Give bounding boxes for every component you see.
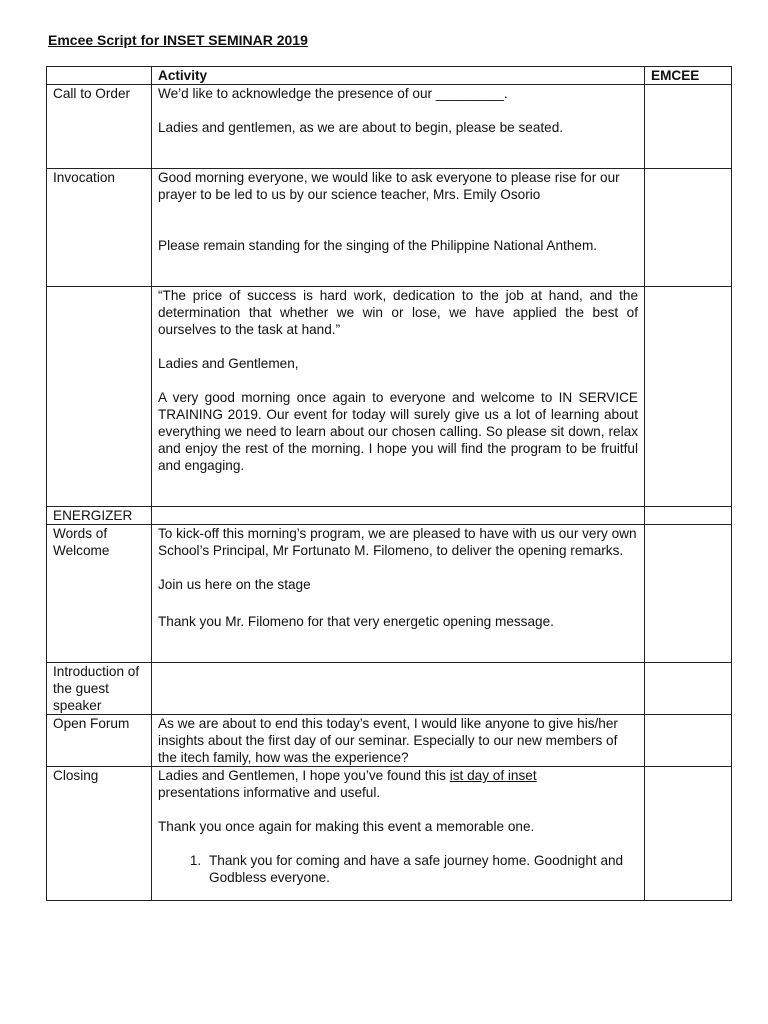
closing-intro-underlined: ist day of inset xyxy=(449,768,537,783)
emcee-cell xyxy=(645,507,732,525)
activity-paragraph: To kick-off this morning’s program, we are pleased to have with us our very own School’s Principal, Mr Fortunato M. Filomeno, to deliver the opening remarks. xyxy=(158,526,637,558)
activity-cell xyxy=(152,715,645,767)
row-label: Words of Welcome xyxy=(47,525,152,663)
table-row xyxy=(47,169,732,287)
emcee-cell xyxy=(645,85,732,169)
row-label: Introduction of the guest speaker xyxy=(47,663,152,715)
activity-cell xyxy=(152,663,645,715)
activity-paragraph: Join us here on the stage xyxy=(158,577,311,592)
emcee-cell xyxy=(645,525,732,663)
emcee-cell xyxy=(645,663,732,715)
activity-cell xyxy=(152,287,645,507)
row-label: ENERGIZER xyxy=(47,507,152,525)
table-header-row xyxy=(47,67,732,85)
activity-paragraph: Please remain standing for the singing of the Philippine National Anthem. xyxy=(158,238,598,253)
activity-cell xyxy=(152,525,645,663)
emcee-cell xyxy=(645,169,732,287)
closing-intro xyxy=(158,767,638,801)
table-row xyxy=(47,767,732,901)
row-label xyxy=(47,287,152,507)
closing-list xyxy=(158,852,638,886)
table-row xyxy=(47,507,732,525)
table-row xyxy=(47,525,732,663)
table-row xyxy=(47,85,732,169)
table-row xyxy=(47,663,732,715)
emcee-script-table xyxy=(46,66,732,901)
activity-paragraph: A very good morning once again to everyone and welcome to IN SERVICE TRAINING 2019. Our event for today will surely give us a lot of learning about everything we need to learn about our chosen calling. So please sit down, relax and enjoy the rest of the morning. I hope you will find the program to be fruitful and engaging. xyxy=(158,390,638,473)
activity-paragraph: Ladies and Gentlemen, xyxy=(158,356,299,371)
activity-paragraph: Thank you once again for making this event a memorable one. xyxy=(158,819,535,834)
row-label: Invocation xyxy=(47,169,152,287)
row-label: Call to Order xyxy=(47,85,152,169)
activity-cell xyxy=(152,767,645,901)
activity-cell xyxy=(152,507,645,525)
activity-paragraph: Ladies and gentlemen, as we are about to begin, please be seated. xyxy=(158,120,564,135)
activity-paragraph: Thank you Mr. Filomeno for that very energetic opening message. xyxy=(158,614,554,629)
list-item: 1. Thank you for coming and have a safe journey home. Goodnight and Godbless everyone. xyxy=(205,852,638,886)
header-activity: Activity xyxy=(152,67,645,85)
row-label: Closing xyxy=(47,767,152,901)
document-title: Emcee Script for INSET SEMINAR 2019 xyxy=(48,32,308,48)
header-label xyxy=(47,67,152,85)
header-emcee: EMCEE xyxy=(645,67,732,85)
closing-intro-start: Ladies and Gentlemen, I hope you’ve found this xyxy=(158,768,450,783)
row-label: Open Forum xyxy=(47,715,152,767)
emcee-cell xyxy=(645,287,732,507)
closing-intro-end: presentations informative and useful. xyxy=(158,785,381,800)
activity-paragraph: We’d like to acknowledge the presence of our _________. xyxy=(158,86,508,101)
activity-paragraph: As we are about to end this today’s event, I would like anyone to give his/her insights about the first day of our seminar. Especially to our new members of the itech family, how was the experience? xyxy=(158,716,618,765)
activity-cell xyxy=(152,85,645,169)
emcee-cell xyxy=(645,715,732,767)
activity-cell xyxy=(152,169,645,287)
activity-paragraph: Good morning everyone, we would like to ask everyone to please rise for our prayer to be led to us by our science teacher, Mrs. Emily Osorio xyxy=(158,170,620,202)
table-row xyxy=(47,715,732,767)
activity-paragraph: “The price of success is hard work, dedication to the job at hand, and the determination that whether we win or lose, we have applied the best of ourselves to the task at hand.” xyxy=(158,288,638,337)
table-row xyxy=(47,287,732,507)
emcee-cell xyxy=(645,767,732,901)
